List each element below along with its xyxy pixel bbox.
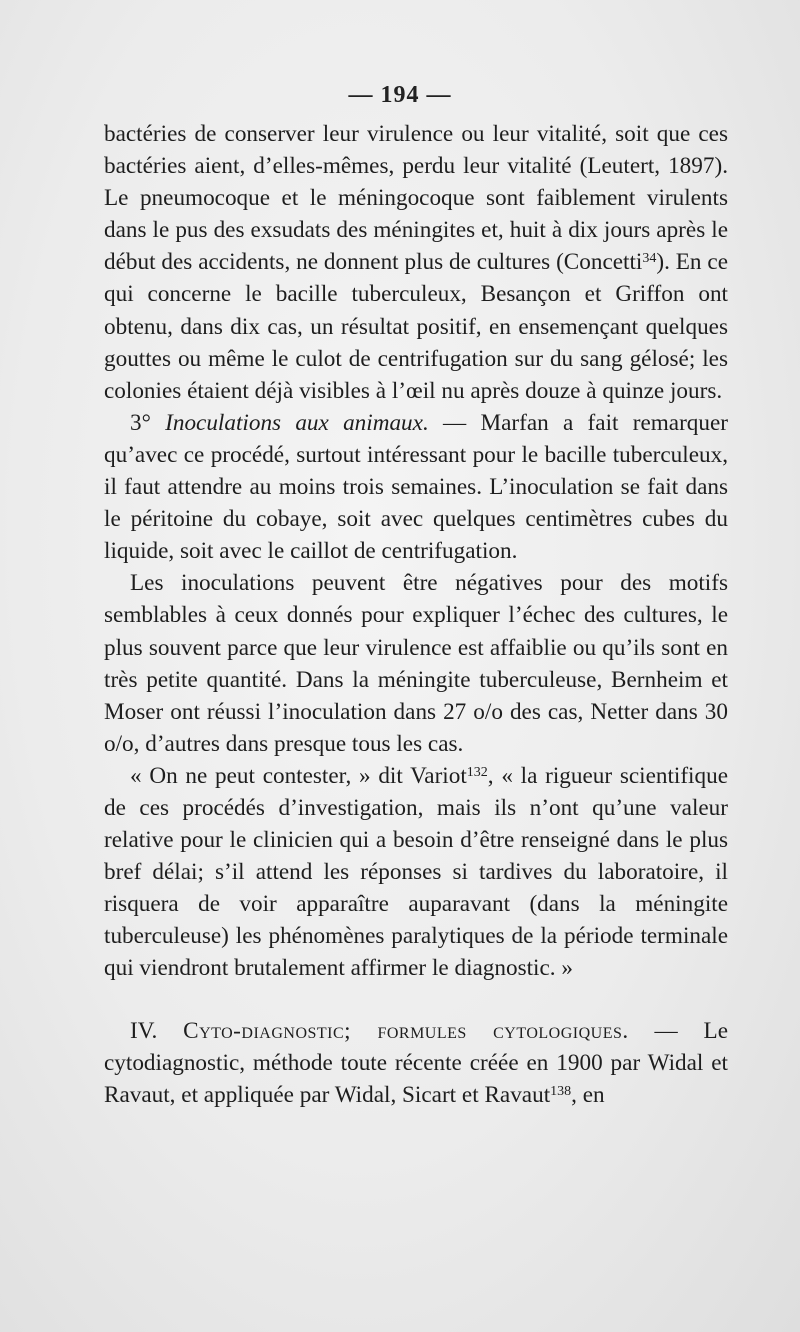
page-body bbox=[104, 118, 728, 1111]
section-number: IV. bbox=[130, 1017, 184, 1044]
paragraph-cyto-diagnostic bbox=[104, 1015, 728, 1111]
reference-number: 132 bbox=[466, 764, 488, 780]
paragraph-inoculations bbox=[104, 407, 728, 567]
paragraph-text: bactéries de conserver leur virulence ou leur vitalité, soit que ces bactéries aient, d’elles-mêmes, perdu leur vitalité (Leutert, 1897). Le pneumocoque et le méningocoque sont faiblement virulents dans le pus des exsudats des méningites et, huit à dix jours après le début des accidents, ne donnent plus de cultures (Concetti bbox=[104, 121, 728, 276]
paragraph-variot-quote bbox=[104, 760, 728, 985]
paragraph-bacteria-cultures bbox=[104, 118, 728, 407]
paragraph-text: — Le cytodiagnostic, méthode toute récente créée en 1900 par Widal et Ravaut, et appliquée par Widal, Sicart et Ravaut bbox=[104, 1017, 728, 1108]
section-title: Cyto-diagnostic; formules cytologiques. bbox=[183, 1017, 629, 1044]
paragraph-text: « On ne peut contester, » dit Variot bbox=[130, 762, 467, 789]
page-number: — 194 — bbox=[348, 82, 452, 108]
paragraph-text-continued: ). En ce qui concerne le bacille tuberculeux, Besançon et Griffon ont obtenu, dans dix cas, un résultat positif, en ensemençant quelques gouttes ou même le culot de centrifugation sur du sang gélosé; les colonies étaient déjà visibles à l’œil nu après douze à quinze jours. bbox=[104, 249, 728, 404]
reference-number: 34 bbox=[642, 251, 657, 267]
section-number: 3° bbox=[130, 409, 166, 436]
reference-number: 138 bbox=[550, 1083, 572, 1099]
paragraph-negative-inoculations bbox=[104, 567, 728, 760]
section-title: Inoculations aux animaux. bbox=[165, 409, 429, 436]
paragraph-text-continued: , « la rigueur scientifique de ces procédés d’investigation, mais ils n’ont qu’une valeur relative pour le clinicien qui a besoin d’être renseigné dans le plus bref délai; s’il attend les réponses si tardives du laboratoire, il risquera de voir apparaître auparavant (dans la méningite tuberculeuse) les phénomènes paralytiques de la période terminale qui viendront brutalement affirmer le diagnostic. » bbox=[104, 762, 728, 982]
paragraph-text: Les inoculations peuvent être négatives pour des motifs semblables à ceux donnés pour expliquer l’échec des cultures, le plus souvent parce que leur virulence est affaiblie ou qu’ils sont en très petite quantité. Dans la méningite tuberculeuse, Bernheim et Moser ont réussi l’inoculation dans 27 o/o des cas, Netter dans 30 o/o, d’autres dans presque tous les cas. bbox=[104, 570, 728, 757]
paragraph-text: — Marfan a fait remarquer qu’avec ce procédé, surtout intéressant pour le bacille tuberculeux, il faut attendre au moins trois semaines. L’inoculation se fait dans le péritoine du cobaye, soit avec quelques centimètres cubes du liquide, soit avec le caillot de centrifugation. bbox=[104, 409, 728, 565]
paragraph-text-continued: , en bbox=[571, 1081, 605, 1108]
